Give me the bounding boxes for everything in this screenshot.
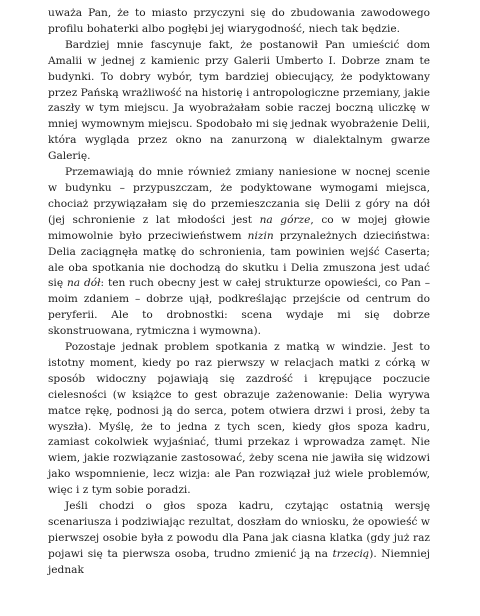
text-run: Pozostaje jednak problem spotkania z matką w windzie. Jest to istotny moment, kiedy po raz pierwszy w relacjach matki z córką w sposób widoczny pojawiają się zazdrość i krępujące poczucie cielesności (w książce to gest obrazuje zażenowanie: Delia wyrywa matce rękę, podnosi ją do serca, potem otwiera drzwi i prosi, żeby ta wyszła). Myślę, że to jedna z tych scen, kiedy głos spoza kadru, zamiast cokolwiek wyjaśniać, tłumi przekaz i wprowadza zamęt. Nie wiem, jakie rozwiązanie zastosować, żeby scena nie jawiła się widzowi jako wspomnienie, lecz wizja: ale Pan rozwiązał już wiele problemów, więc i z tym sobie poradzi. <box>48 341 430 497</box>
text-run: przynależnych dzieciństwa: Delia zaciągnęła matkę do schronienia, tam powinien wejść Caserta; ale oba spotkania nie dochodzą do skutku i Delia zmuszona jest udać się <box>48 229 431 290</box>
italic-phrase: na dół <box>66 277 101 290</box>
paragraph <box>48 165 430 340</box>
paragraph <box>48 38 430 165</box>
text-run: , co w mojej głowie mimowolnie było przeciwieństwem <box>48 213 430 242</box>
paragraph <box>48 340 430 499</box>
italic-phrase: trzecią <box>332 547 370 560</box>
text-run: Bardziej mnie fascynuje fakt, że postanowił Pan umieścić dom Amalii w jednej z kamienic przy Galerii Umberto I. Dobrze znam te budynki. To dobry wybór, tym bardziej obiecujący, że podyktowany przez Pańską wrażliwość na historię i antropologiczne przemiany, jakie zaszły w tym miejscu. Ja wyobrażałam sobie raczej boczną uliczkę w mniej wymownym miejscu. Spodobało mi się jednak wyobrażenie Delii, która wygląda przez okno na zanurzoną w dialektalnym gwarze Galerię. <box>48 38 430 163</box>
text-run: : ten ruch obecny jest w całej strukturze opowieści, co Pan – moim zdaniem – dobrze ujął, podkreślając przejście od centrum do peryferii. Ale to drobnostki: scena wydaje mi się dobrze skonstruowana, rytmiczna i wymowna). <box>48 277 430 338</box>
text-run: ). Niemniej jednak <box>48 547 431 576</box>
text-run: Jeśli chodzi o głos spoza kadru, czytając ostatnią wersję scenariusza i podziwiając rezultat, doszłam do wniosku, że opowieść w pierwszej osobie była z powodu dla Pana jak ciasna klatka (gdy już raz pojawi się ta pierwsza osoba, trudno zmienić ją na <box>48 500 430 560</box>
italic-phrase: na górze <box>259 213 311 226</box>
paragraph <box>48 6 430 38</box>
paragraph <box>48 499 430 579</box>
italic-phrase: nizin <box>247 229 274 242</box>
page-text <box>48 6 430 579</box>
text-run: Przemawiają do mnie również zmiany naniesione w nocnej scenie w budynku – przypuszczam, że podyktowane wymogami miejsca, chociaż przywiązałam się do przemieszczania się Delii z góry na dół (jej schronienie z lat młodości jest <box>48 166 430 226</box>
text-run: uważa Pan, że to miasto przyczyni się do zbudowania zawodowego profilu bohaterki albo pogłębi jej wiarygodność, niech tak będzie. <box>48 7 430 35</box>
